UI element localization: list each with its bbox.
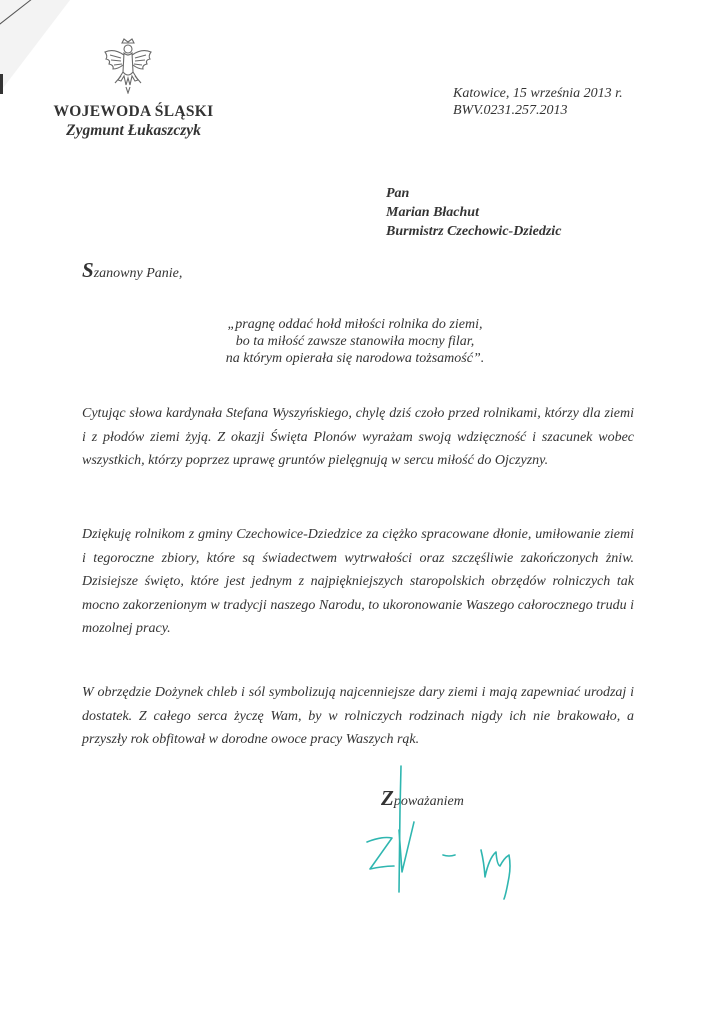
salutation-initial: S [82,258,94,282]
scan-edge-mark [0,74,3,94]
salutation [82,258,182,283]
polish-eagle-emblem-icon [102,38,154,94]
handwritten-signature-icon [360,762,560,912]
quote-line: na którym opierała się narodowa tożsamość”. [225,351,485,366]
quote-line: „pragnę oddać hołd miłości rolnika do ziemi, [227,317,483,332]
recipient-title: Pan [386,186,410,201]
official-name: Zygmunt Łukaszczyk [66,122,201,139]
reference-number: BWV.0231.257.2013 [453,103,568,118]
salutation-text: zanowny Panie, [93,266,183,281]
body-paragraph-3: W obrzędzie Dożynek chleb i sól symbolizują najcenniejsze dary ziemi i mają zapewniać urodzaj i dostatek. Z całego serca życzę Wam, by w rolniczych rodzinach nigdy ich nie brakowało, a przyszły rok obfitował w dorodne owoce pracy Waszych rąk. [82,685,634,747]
body-paragraph-1: Cytując słowa kardynała Stefana Wyszyńskiego, chylę dziś czoło przed rolnikami, którzy dla ziemi i z płodów ziemi żyją. Z okazji Święta Plonów wyrażam swoją wdzięczność i szacunek wobec wszystkich, którzy poprzez uprawę gruntów pielęgnują w sercu miłość do Ojczyzny. [82,406,634,468]
quote-line: bo ta miłość zawsze stanowiła mocny filar, [235,334,475,349]
place-and-date: Katowice, 15 września 2013 r. [453,86,623,101]
recipient-position: Burmistrz Czechowic-Dziedzic [386,224,562,239]
closing-initial: Z [381,786,394,810]
quotation [200,316,510,367]
office-title: WOJEWODA ŚLĄSKI [53,103,214,120]
body-paragraph-2: Dziękuję rolnikom z gminy Czechowice-Dziedzice za ciężko spracowane dłonie, umiłowanie ziemi i tegoroczne zbiory, które są świadectwem wytrwałości oraz szczęśliwie zakończonych żniw. Dzisiejsze święto, które jest jednym z najpiękniejszych staropolskich obrzędów rolniczych tak mocno zakorzenionym w tradycji naszego Narodu, to ukoronowanie Waszego całorocznego trudu i mozolnej pracy. [82,527,634,636]
closing-text: poważaniem [393,794,464,809]
recipient-name: Marian Błachut [386,205,479,220]
